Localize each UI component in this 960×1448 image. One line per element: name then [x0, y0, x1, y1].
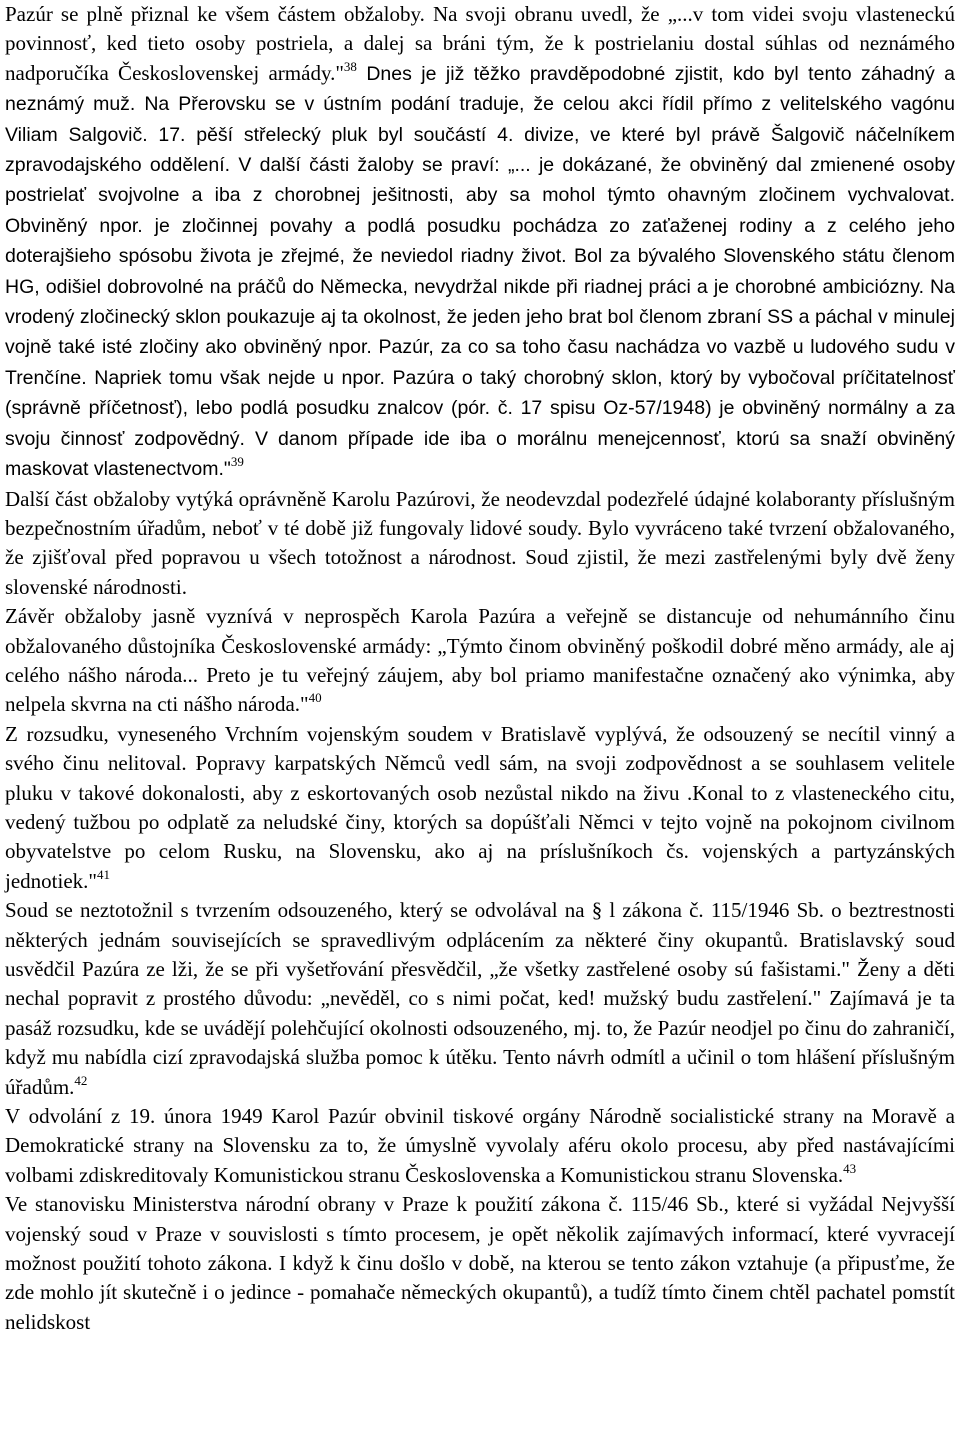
footnote-ref-40: 40	[308, 690, 322, 706]
paragraph-5	[5, 896, 955, 1102]
footnote-ref-43: 43	[843, 1160, 857, 1176]
paragraph-7	[5, 1190, 955, 1337]
text-run: Pazúr se plně přiznal ke všem částem obžaloby. Na svoji obranu uvedl, že „...v tom videi svoju vlasteneckú povinnosť, ked tieto osoby postriela, a dalej sa bráni tým, že k postrielaniu dostal súhlas od neznámého nadporučíka Československej armády."	[5, 2, 955, 85]
paragraph-2	[5, 485, 955, 603]
footnote-ref-42: 42	[74, 1072, 88, 1088]
text-run: Dnes je již těžko pravděpodobné zjistit, kdo byl tento záhadný a neznámý muž. Na Přerovsku se v ústním podání traduje, že celou akci řídil přímo z velitelského vagónu Viliam Salgovič. 17. pěší střelecký pluk byl součástí 4. divize, ve které byl právě Šalgovič náčelníkem zpravodajského oddělení. V další části žaloby se praví: „... je dokázané, že obviněný dal zmienené osoby postrielať svojvolne a iba z chorobnej ješitnosti, aby sa mohol týmto ohavným zločinem vychvalovat. Obviněný npor. je zločinnej povahy a podlá posudku pochádza zo zaťaženej rodiny a z celého jeho doterajšieho spósobu života je zřejmé, že neviedol riadny život. Bol za bývalého Slovenského státu členom HG, odišiel dobrovolné na práčů do Německa, nevydržal nikde při riadnej práci a je chorobné ambiciózny. Na vrodený zločinecký sklon poukazuje aj ta okolnost, že jeden jeho brat bol členom zbraní SS a páchal v minulej vojně také isté zločiny ako obviněný npor. Pazúr, za co sa toho času nachádza vo vazbě u ludového sudu v Trenčíne. Napriek tomu však nejde u npor. Pazúra o taký chorobný sklon, ktorý by vybočoval príčitatelnosť (správně příčetnosť), lebo podlá posudku znalcov (pór. č. 17 spisu Oz-57/1948) je obviněný normálny a za svoju činnosť zodpovědný. V danom případe ide iba o morálnu menejcennosť, ktorú sa snaží obviněný maskovat vlastenectvom."	[5, 62, 955, 481]
text-run: Ve stanovisku Ministerstva národní obrany v Praze k použití zákona č. 115/46 Sb., které si vyžádal Nejvyšší vojenský soud v Praze v souvislosti s tímto procesem, je opět několik zajímavých informací, které vyvracejí možnost použití tohoto zákona. I když k činu došlo v době, na kterou se tento zákon vztahuje (a připusťme, že zde mohlo jít skutečně i o jedince - pomahače německých okupantů), a tudíž tímto činem chtěl pachatel pomstít nelidskost	[5, 1192, 955, 1334]
paragraph-4	[5, 720, 955, 896]
paragraph-1	[5, 0, 955, 485]
text-run: Soud se neztotožnil s tvrzením odsouzeného, který se odvolával na § l zákona č. 115/1946 Sb. o beztrestnosti některých jednám souvisejících se spravedlivým odplácením za některé činy okupantů. Bratislavský soud usvědčil Pazúra ze lži, že se při vyšetřování přesvědčil, „že všetky zastřelené osoby sú fašistami." Ženy a děti nechal popravit z prostého důvodu: „nevěděl, co s nimi počat, ked! mužský budu zastřelení." Zajímavá je ta pasáž rozsudku, kde se uvádějí polehčující okolnosti odsouzeného, mj. to, že Pazúr neodjel po činu do zahraničí, když mu nabídla cizí zpravodajská služba pomoc k útěku. Tento návrh odmítl a učinil o tom hlášení příslušným úřadům.	[5, 898, 955, 1099]
footnote-ref-41: 41	[96, 866, 110, 882]
text-run: Další část obžaloby vytýká oprávněně Karolu Pazúrovi, že neodevzdal podezřelé údajné kolaboranty příslušným bezpečnostním úřadům, neboť v té době již fungovaly lidové soudy. Bylo vyvráceno také tvrzení obžalovaného, že zjišťoval před popravou u všech totožnost a národnost. Soud zjistil, že mezi zastřelenými byly dvě ženy slovenské národnosti.	[5, 486, 955, 599]
footnote-ref-38: 38	[343, 58, 357, 74]
text-run: Z rozsudku, vyneseného Vrchním vojenským soudem v Bratislavě vyplývá, že odsouzený se necítil vinný a svého činu nelitoval. Popravy karpatských Němců vedl sám, na svoji zodpovědnost a se souhlasem velitele pluku v takové dokonalosti, aby z eskortovaných osob nezůstal nikdo na živu .Konal to z vlasteneckého citu, vedený tužbou po odplatě za neludské činy, ktorých sa dopúšťali Němci v tejto vojně na pokojnom civilnom obyvatelstve po celom Rusku, na Slovensku, ako aj na príslušníkoch čs. vojenských a partyzánských jednotiek."	[5, 721, 955, 893]
paragraph-6	[5, 1102, 955, 1190]
paragraph-3	[5, 602, 955, 720]
text-run: V odvolání z 19. února 1949 Karol Pazúr obvinil tiskové orgány Národně socialistické strany na Moravě a Demokratické strany na Slovensku za to, že úmyslně vyvolaly aféru okolo procesu, aby před nastávajícími volbami zdiskreditovaly Komunistickou stranu Československa a Komunistickou stranu Slovenska.	[5, 1104, 955, 1187]
footnote-ref-39: 39	[230, 454, 244, 470]
body-text	[5, 0, 955, 1337]
text-run: Závěr obžaloby jasně vyznívá v neprospěch Karola Pazúra a veřejně se distancuje od nehumánního činu obžalovaného důstojníka Československé armády: „Týmto činom obviněný poškodil dobré měno armády, ale aj celého nášho národa... Preto je tu veřejný záujem, aby bol priamo manifestačne označený ako výnimka, aby nelpela skvrna na cti nášho národa."	[5, 604, 955, 717]
